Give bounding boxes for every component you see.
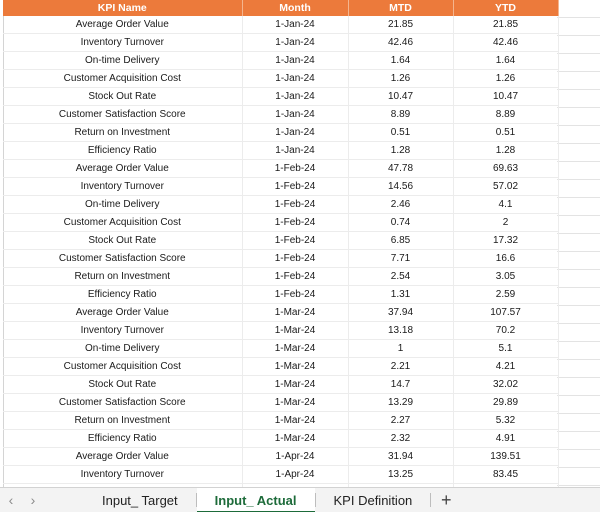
kpi-name-cell[interactable]: Customer Acquisition Cost (3, 70, 242, 88)
mtd-cell[interactable]: 13.29 (348, 394, 453, 412)
month-cell[interactable]: 1-Jan-24 (242, 106, 348, 124)
ytd-cell[interactable]: 1.28 (453, 142, 558, 160)
month-cell[interactable]: 1-Jan-24 (242, 16, 348, 34)
kpi-name-cell[interactable]: Average Order Value (3, 304, 242, 322)
table-row (3, 34, 558, 52)
month-cell[interactable]: 1-Mar-24 (242, 376, 348, 394)
table-row (3, 250, 558, 268)
kpi-name-cell[interactable]: On-time Delivery (3, 52, 242, 70)
kpi-name-cell[interactable]: On-time Delivery (3, 340, 242, 358)
table-row (3, 268, 558, 286)
mtd-cell[interactable]: 0.74 (348, 214, 453, 232)
ytd-cell[interactable]: 17.32 (453, 232, 558, 250)
kpi-name-cell[interactable]: Return on Investment (3, 124, 242, 142)
table-row (3, 196, 558, 214)
month-cell[interactable]: 1-Mar-24 (242, 340, 348, 358)
table-row (3, 88, 558, 106)
month-cell[interactable]: 1-Feb-24 (242, 250, 348, 268)
tab-kpi-definition[interactable]: KPI Definition (333, 492, 413, 508)
kpi-name-cell[interactable]: Average Order Value (3, 160, 242, 178)
empty-grid-area[interactable] (557, 0, 600, 487)
table-row (3, 376, 558, 394)
ytd-cell[interactable]: 42.46 (453, 34, 558, 52)
add-sheet-button[interactable]: + (441, 489, 452, 510)
ytd-cell[interactable]: 83.45 (453, 466, 558, 484)
month-cell[interactable]: 1-Jan-24 (242, 142, 348, 160)
month-cell[interactable]: 1-Feb-24 (242, 232, 348, 250)
mtd-cell[interactable]: 2.21 (348, 358, 453, 376)
ytd-cell[interactable]: 2.59 (453, 286, 558, 304)
ytd-cell[interactable]: 69.63 (453, 160, 558, 178)
ytd-cell[interactable]: 4.91 (453, 430, 558, 448)
ytd-cell[interactable]: 10.47 (453, 88, 558, 106)
table-row (3, 394, 558, 412)
kpi-name-cell[interactable]: Return on Investment (3, 268, 242, 286)
table-row (3, 430, 558, 448)
ytd-cell[interactable]: 107.57 (453, 304, 558, 322)
kpi-name-cell[interactable]: Customer Acquisition Cost (3, 214, 242, 232)
mtd-cell[interactable]: 1 (348, 340, 453, 358)
table-row (3, 412, 558, 430)
table-row (3, 232, 558, 250)
kpi-name-cell[interactable]: Efficiency Ratio (3, 430, 242, 448)
month-cell[interactable]: 1-Mar-24 (242, 394, 348, 412)
ytd-cell[interactable]: 3.05 (453, 268, 558, 286)
mtd-cell[interactable]: 8.89 (348, 106, 453, 124)
mtd-cell[interactable]: 13.18 (348, 322, 453, 340)
mtd-cell[interactable]: 0.51 (348, 124, 453, 142)
kpi-name-cell[interactable]: Average Order Value (3, 448, 242, 466)
month-cell[interactable]: 1-Jan-24 (242, 124, 348, 142)
kpi-name-cell[interactable]: Customer Satisfaction Score (3, 106, 242, 124)
ytd-cell[interactable]: 57.02 (453, 178, 558, 196)
mtd-cell[interactable]: 1.64 (348, 52, 453, 70)
ytd-cell[interactable]: 1.26 (453, 70, 558, 88)
mtd-cell[interactable]: 13.25 (348, 466, 453, 484)
ytd-cell[interactable]: 139.51 (453, 448, 558, 466)
kpi-name-cell[interactable]: Customer Satisfaction Score (3, 250, 242, 268)
table-row (3, 448, 558, 466)
table-row (3, 214, 558, 232)
month-cell[interactable]: 1-Mar-24 (242, 412, 348, 430)
ytd-cell[interactable]: 5.1 (453, 340, 558, 358)
month-cell[interactable]: 1-Mar-24 (242, 322, 348, 340)
month-cell[interactable]: 1-Mar-24 (242, 358, 348, 376)
ytd-cell[interactable]: 70.2 (453, 322, 558, 340)
kpi-name-cell[interactable]: Inventory Turnover (3, 178, 242, 196)
mtd-cell[interactable]: 7.71 (348, 250, 453, 268)
tab-input-actual[interactable]: Input_ Actual (197, 488, 315, 512)
ytd-cell[interactable]: 0.51 (453, 124, 558, 142)
month-cell[interactable]: 1-Feb-24 (242, 214, 348, 232)
kpi-name-cell[interactable]: Inventory Turnover (3, 466, 242, 484)
kpi-name-cell[interactable]: Efficiency Ratio (3, 142, 242, 160)
mtd-cell[interactable]: 14.7 (348, 376, 453, 394)
mtd-cell[interactable]: 31.94 (348, 448, 453, 466)
mtd-cell[interactable]: 6.85 (348, 232, 453, 250)
kpi-table (3, 0, 559, 487)
table-row (3, 466, 558, 484)
kpi-name-cell[interactable]: Efficiency Ratio (3, 286, 242, 304)
kpi-name-cell[interactable]: Average Order Value (3, 16, 242, 34)
chevron-left-icon[interactable]: ‹ (8, 492, 14, 508)
month-cell[interactable]: 1-Feb-24 (242, 268, 348, 286)
header-mtd[interactable]: MTD (348, 0, 453, 16)
mtd-cell[interactable]: 2.32 (348, 430, 453, 448)
table-body (3, 16, 558, 487)
mtd-cell[interactable]: 10.47 (348, 88, 453, 106)
month-cell[interactable]: 1-Feb-24 (242, 286, 348, 304)
chevron-right-icon[interactable]: › (30, 492, 36, 508)
table-row (3, 178, 558, 196)
month-cell[interactable]: 1-Jan-24 (242, 52, 348, 70)
kpi-name-cell[interactable]: Return on Investment (3, 412, 242, 430)
sheet-tab-bar (0, 487, 600, 512)
ytd-cell[interactable]: 5.32 (453, 412, 558, 430)
month-cell[interactable]: 1-Mar-24 (242, 304, 348, 322)
ytd-cell[interactable]: 32.02 (453, 376, 558, 394)
ytd-cell[interactable]: 29.89 (453, 394, 558, 412)
table-row (3, 70, 558, 88)
month-cell[interactable]: 1-Apr-24 (242, 466, 348, 484)
month-cell[interactable]: 1-Mar-24 (242, 430, 348, 448)
kpi-name-cell[interactable]: Stock Out Rate (3, 232, 242, 250)
ytd-cell[interactable]: 21.85 (453, 16, 558, 34)
kpi-name-cell[interactable]: Customer Satisfaction Score (3, 394, 242, 412)
tab-input-target[interactable]: Input_ Target (102, 492, 178, 508)
mtd-cell[interactable]: 1.26 (348, 70, 453, 88)
ytd-cell[interactable]: 1.64 (453, 52, 558, 70)
ytd-cell[interactable]: 8.89 (453, 106, 558, 124)
month-cell[interactable]: 1-Feb-24 (242, 178, 348, 196)
table-row (3, 106, 558, 124)
table-row (3, 358, 558, 376)
kpi-name-cell[interactable]: Inventory Turnover (3, 322, 242, 340)
mtd-cell[interactable]: 1.31 (348, 286, 453, 304)
month-cell[interactable]: 1-Apr-24 (242, 448, 348, 466)
ytd-cell[interactable]: 4.1 (453, 196, 558, 214)
header-kpi-name[interactable]: KPI Name (3, 0, 242, 16)
table-row (3, 142, 558, 160)
mtd-cell[interactable]: 42.46 (348, 34, 453, 52)
mtd-cell[interactable]: 14.56 (348, 178, 453, 196)
mtd-cell[interactable]: 2.46 (348, 196, 453, 214)
kpi-name-cell[interactable]: Customer Acquisition Cost (3, 358, 242, 376)
mtd-cell[interactable]: 2.54 (348, 268, 453, 286)
header-row (3, 0, 558, 16)
month-cell[interactable]: 1-Feb-24 (242, 196, 348, 214)
mtd-cell[interactable]: 37.94 (348, 304, 453, 322)
table-row (3, 16, 558, 34)
mtd-cell[interactable]: 1.28 (348, 142, 453, 160)
kpi-name-cell[interactable]: On-time Delivery (3, 196, 242, 214)
mtd-cell[interactable]: 47.78 (348, 160, 453, 178)
ytd-cell[interactable]: 2 (453, 214, 558, 232)
table-row (3, 322, 558, 340)
table-row (3, 124, 558, 142)
month-cell[interactable]: 1-Feb-24 (242, 160, 348, 178)
header-ytd[interactable]: YTD (453, 0, 558, 16)
table-row (3, 160, 558, 178)
mtd-cell[interactable]: 21.85 (348, 16, 453, 34)
table-row (3, 286, 558, 304)
table-row (3, 304, 558, 322)
ytd-cell[interactable]: 4.21 (453, 358, 558, 376)
kpi-name-cell[interactable]: Stock Out Rate (3, 88, 242, 106)
kpi-name-cell[interactable]: Inventory Turnover (3, 34, 242, 52)
month-cell[interactable]: 1-Jan-24 (242, 88, 348, 106)
month-cell[interactable]: 1-Jan-24 (242, 34, 348, 52)
header-month[interactable]: Month (242, 0, 348, 16)
month-cell[interactable]: 1-Jan-24 (242, 70, 348, 88)
ytd-cell[interactable]: 16.6 (453, 250, 558, 268)
kpi-name-cell[interactable]: Stock Out Rate (3, 376, 242, 394)
mtd-cell[interactable]: 2.27 (348, 412, 453, 430)
table-row (3, 52, 558, 70)
table-row (3, 340, 558, 358)
